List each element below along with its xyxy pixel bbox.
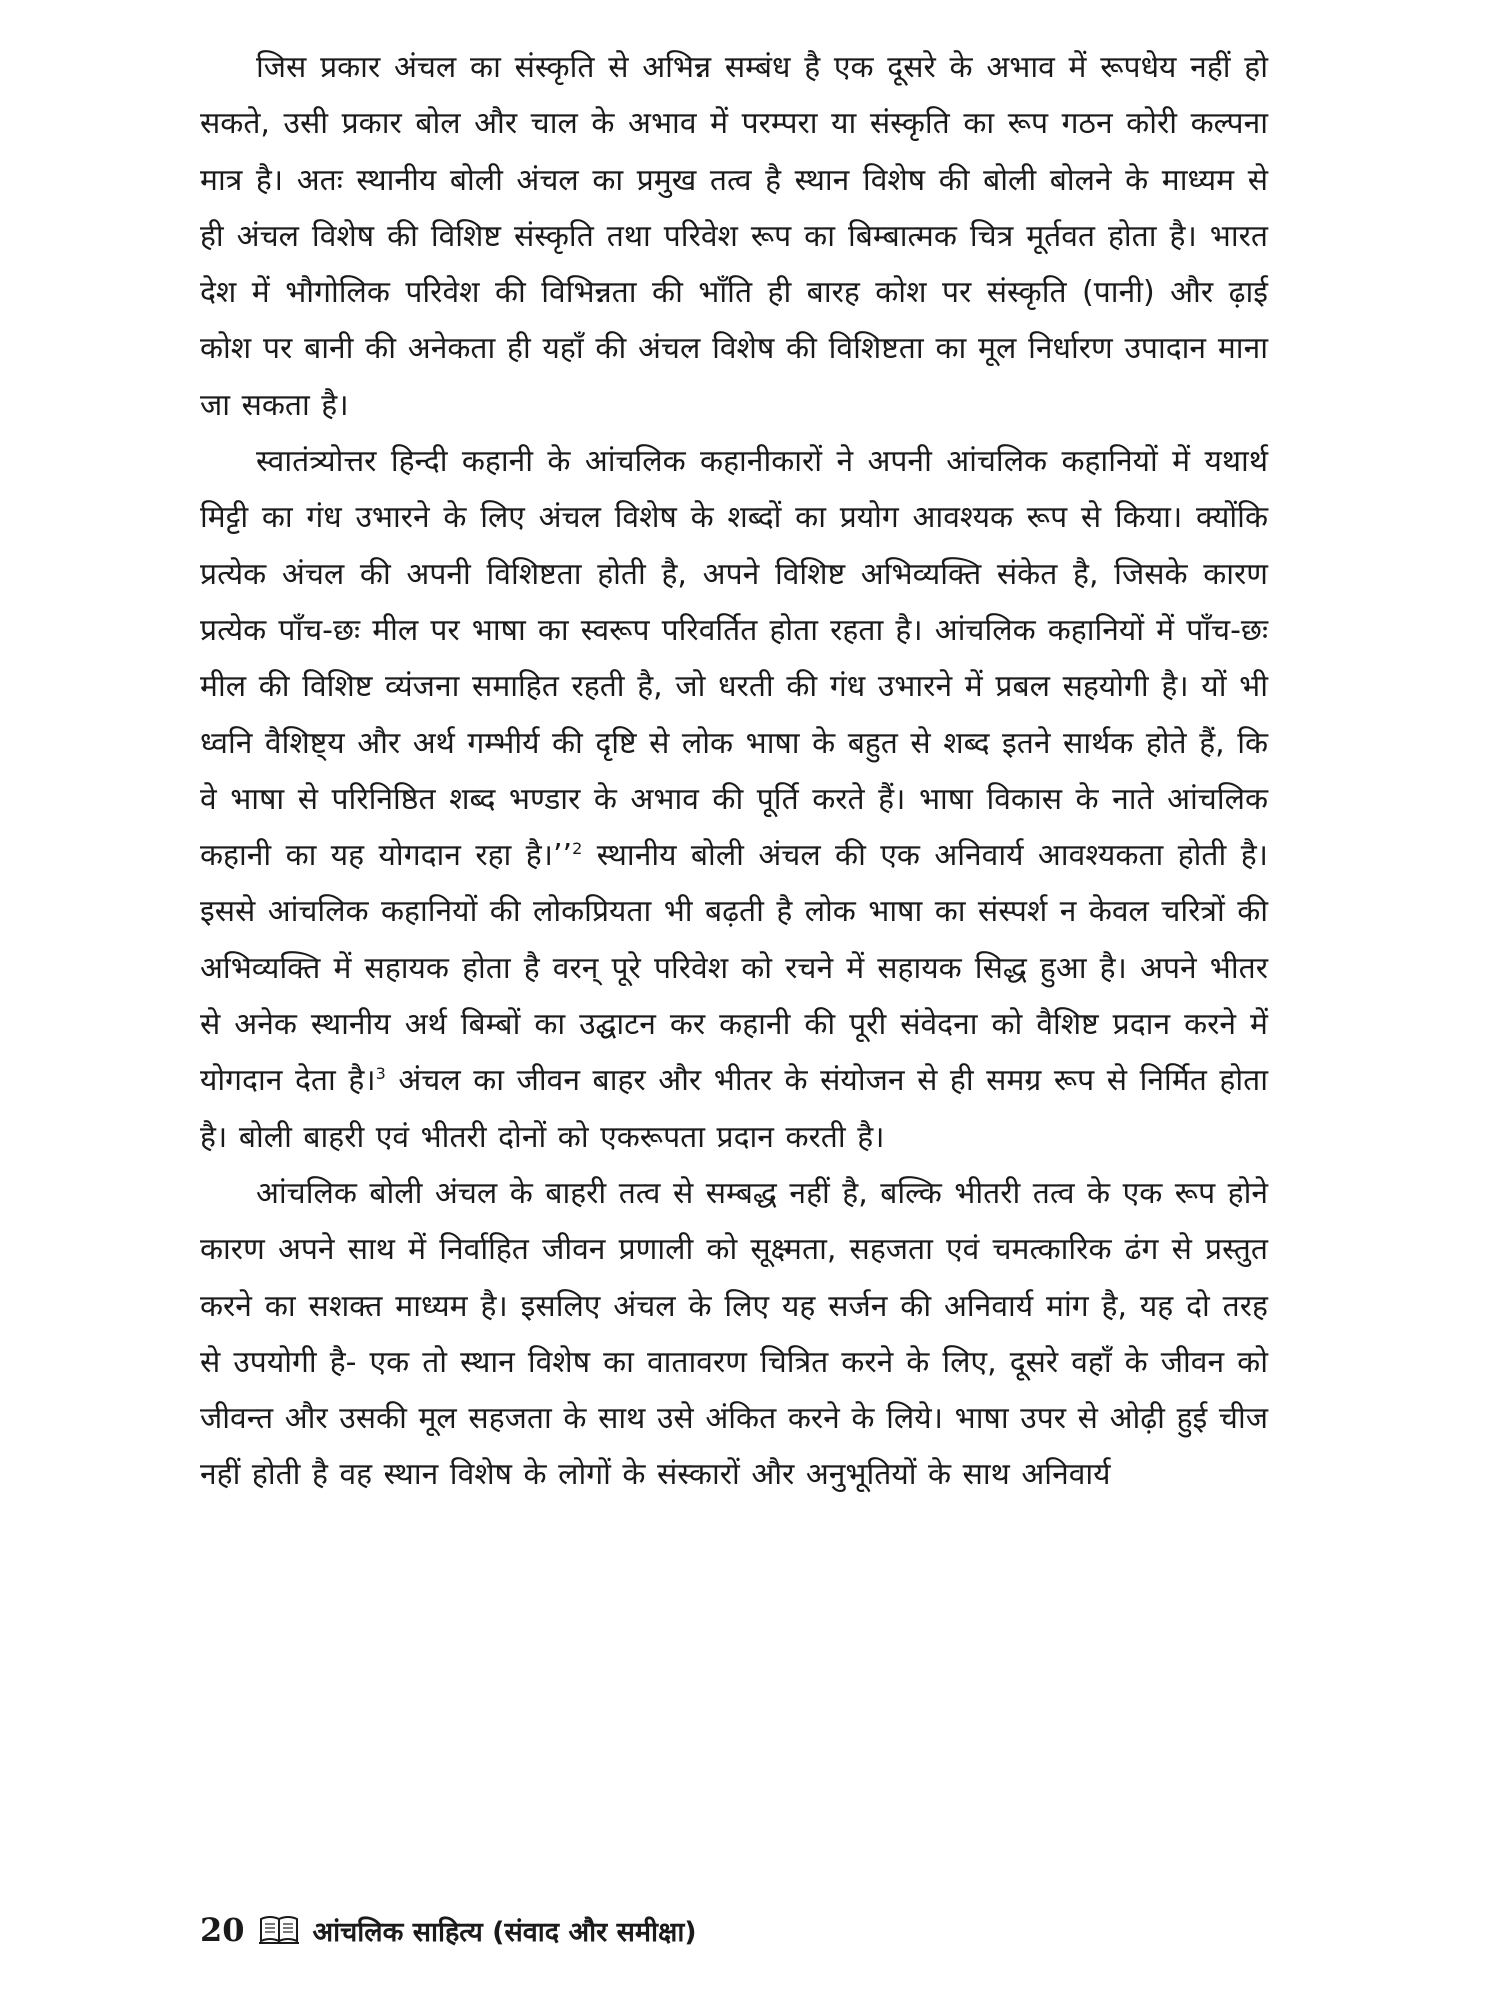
page-number: 20: [200, 1911, 245, 1949]
book-icon: [259, 1915, 299, 1945]
footnote-marker-3: 3: [375, 1064, 386, 1084]
page-footer: [200, 1905, 697, 1955]
footnote-marker-2: 2: [572, 839, 583, 859]
paragraph-2-text-c: अंचल का जीवन बाहर और भीतर के संयोजन से ही समग्र रूप से निर्मित होता है। बोली बाहरी एवं भीतरी दोनों को एकरूपता प्रदान करती है।: [200, 1063, 1268, 1155]
paragraph-1-text: जिस प्रकार अंचल का संस्कृति से अभिन्न सम्बंध है एक दूसरे के अभाव में रूपधेय नहीं हो सकते, उसी प्रकार बोल और चाल के अभाव में परम्परा या संस्कृति का रूप गठन कोरी कल्पना मात्र है। अतः स्थानीय बोली अंचल का प्रमुख तत्व है स्थान विशेष की बोली बोलने के माध्यम से ही अंचल विशेष की विशिष्ट संस्कृति तथा परिवेश रूप का बिम्बात्मक चित्र मूर्तवत होता है। भारत देश में भौगोलिक परिवेश की विभिन्नता की भाँति ही बारह कोश पर संस्कृति (पानी) और ढ़ाई कोश पर बानी की अनेकता ही यहाँ की अंचल विशेष की विशिष्टता का मूल निर्धारण उपादान माना जा सकता है।: [200, 50, 1268, 423]
paragraph-2-text-b: स्थानीय बोली अंचल की एक अनिवार्य आवश्यकता होती है। इससे आंचलिक कहानियों की लोकप्रियता भी बढ़ती है लोक भाषा का संस्पर्श न केवल चरित्रों की अभिव्यक्ति में सहायक होता है वरन् पूरे परिवेश को रचने में सहायक सिद्ध हुआ है। अपने भीतर से अनेक स्थानीय अर्थ बिम्बों का उद्घाटन कर कहानी की पूरी संवेदना को वैशिष्ट प्रदान करने में योगदान देता है।: [200, 838, 1269, 1099]
paragraph-2-text-a: स्वातंत्र्योत्तर हिन्दी कहानी के आंचलिक कहानीकारों ने अपनी आंचलिक कहानियों में यथार्थ मिट्टी का गंध उभारने के लिए अंचल विशेष के शब्दों का प्रयोग आवश्यक रूप से किया। क्योंकि प्रत्येक अंचल की अपनी विशिष्टता होती है, अपने विशिष्ट अभिव्यक्ति संकेत है, जिसके कारण प्रत्येक पाँच-छः मील पर भाषा का स्वरूप परिवर्तित होता रहता है। आंचलिक कहानियों में पाँच-छः मील की विशिष्ट व्यंजना समाहित रहती है, जो धरती की गंध उभारने में प्रबल सहयोगी है। यों भी ध्वनि वैशिष्ट्य और अर्थ गम्भीर्य की दृष्टि से लोक भाषा के बहुत से शब्द इतने सार्थक होते हैं, कि वे भाषा से परिनिष्ठित शब्द भण्डार के अभाव की पूर्ति करते हैं। भाषा विकास के नाते आंचलिक कहानी का यह योगदान रहा है।’’: [200, 444, 1268, 874]
book-title: आंचलिक साहित्य (संवाद और समीक्षा): [312, 1916, 697, 1948]
paragraph-3-text: आंचलिक बोली अंचल के बाहरी तत्व से सम्बद्ध नहीं है, बल्कि भीतरी तत्व के एक रूप होने कारण अपने साथ में निर्वाहित जीवन प्रणाली को सूक्ष्मता, सहजता एवं चमत्कारिक ढंग से प्रस्तुत करने का सशक्त माध्यम है। इसलिए अंचल के लिए यह सर्जन की अनिवार्य मांग है, यह दो तरह से उपयोगी है- एक तो स्थान विशेष का वातावरण चित्रित करने के लिए, दूसरे वहाँ के जीवन को जीवन्त और उसकी मूल सहजता के साथ उसे अंकित करने के लिये। भाषा उपर से ओढ़ी हुई चीज नहीं होती है वह स्थान विशेष के लोगों के संस्कारों और अनुभूतियों के साथ अनिवार्य: [200, 1175, 1268, 1493]
paragraph-2: [200, 434, 1268, 1166]
paragraph-1: [200, 40, 1268, 434]
paragraph-3: [200, 1166, 1268, 1504]
page-body: [200, 40, 1268, 1940]
